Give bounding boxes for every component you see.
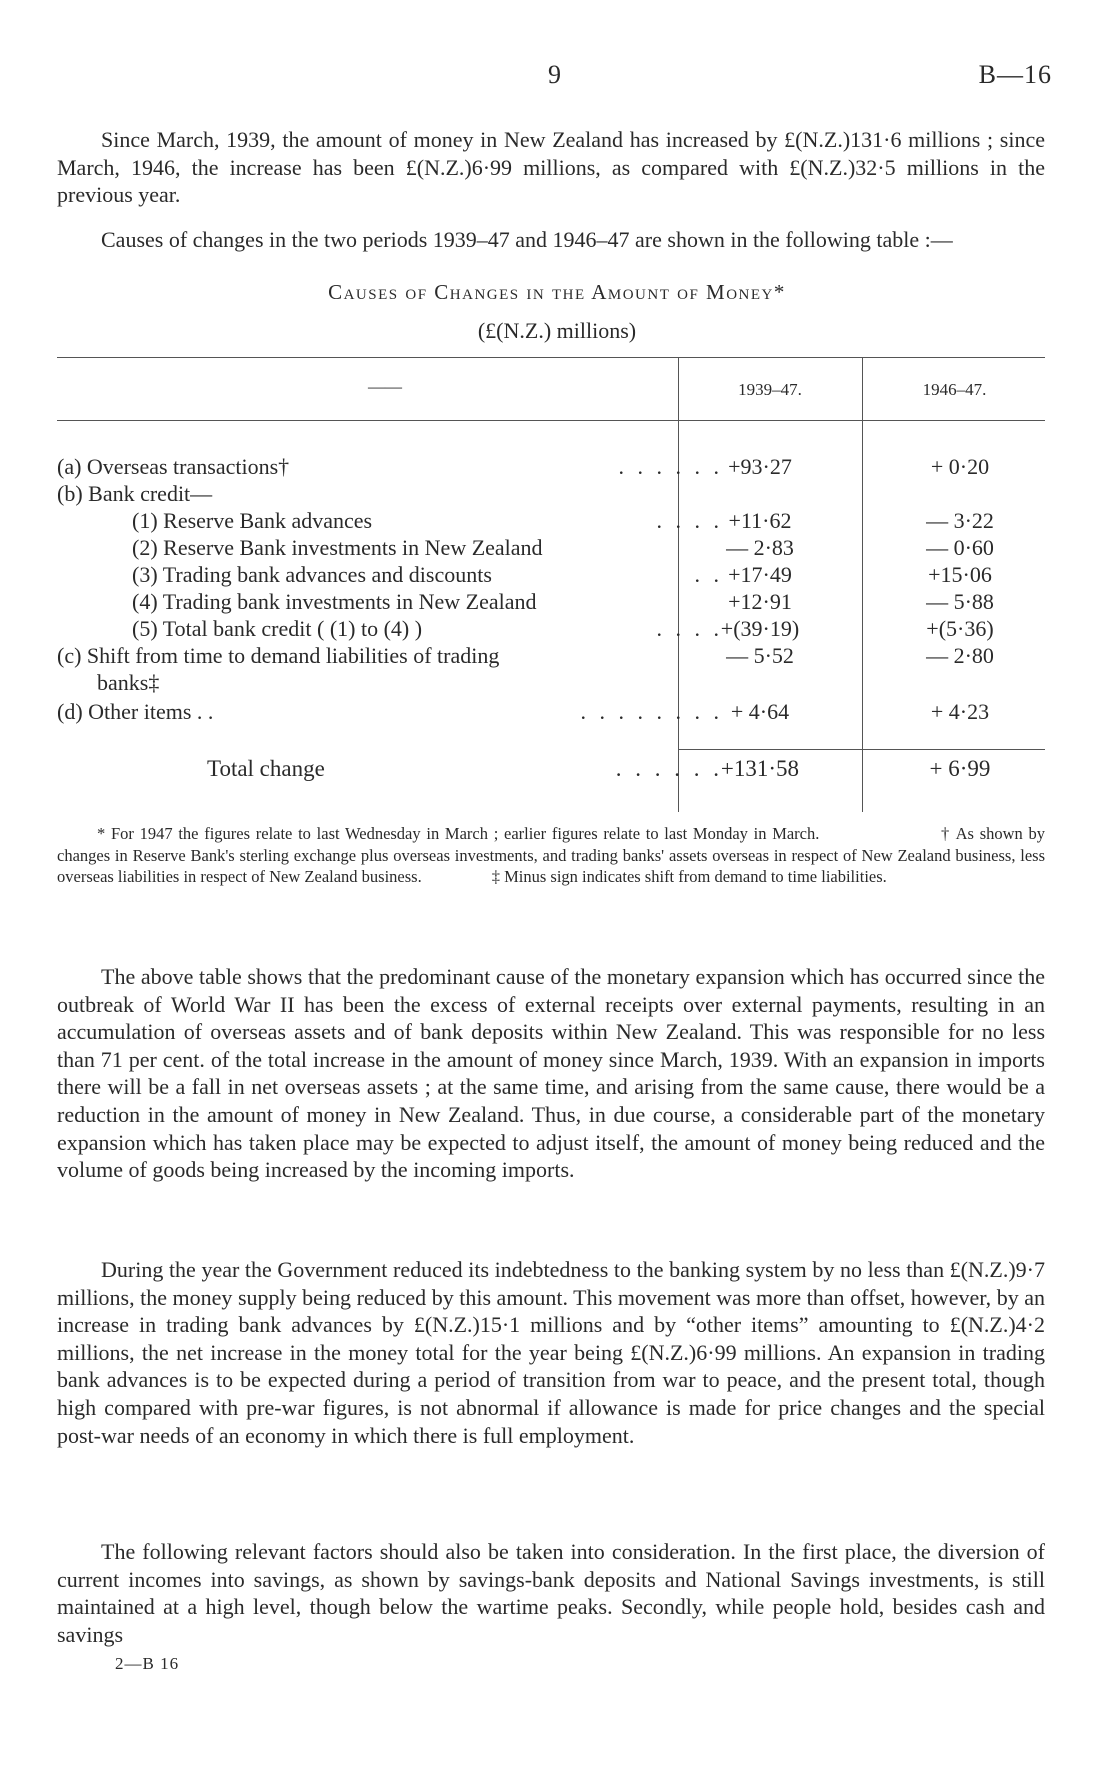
table-row bbox=[57, 589, 1045, 617]
table-title: Causes of Changes in the Amount of Money* bbox=[328, 280, 786, 304]
header-dash: —— bbox=[368, 377, 402, 396]
row-label: banks‡ bbox=[97, 670, 160, 695]
value-1946-47: — 5·88 bbox=[926, 589, 994, 614]
value-1946-47: + 0·20 bbox=[930, 454, 990, 479]
total-1939-47: +131·58 bbox=[720, 756, 800, 781]
row-label: (2) Reserve Bank investments in New Zealand bbox=[132, 535, 543, 560]
footer-reference: 2—B 16 bbox=[115, 1654, 180, 1673]
footnote-dagger: † As shown by changes in Reserve Bank's sterling exchange plus overseas investments, and trading banks' assets overseas in respect of New Zealand business, less overseas liabilities in respect of New Zealand business. bbox=[57, 824, 1046, 886]
value-1946-47: — 2·80 bbox=[926, 643, 994, 668]
table-row bbox=[57, 535, 1045, 563]
row-leader-dots: . . . . . . . . bbox=[580, 699, 723, 724]
column-header-1939-47: 1939–47. bbox=[738, 380, 802, 399]
row-leader-dots: . . . . bbox=[656, 508, 723, 533]
table-row bbox=[57, 699, 1045, 727]
table-row bbox=[57, 670, 1045, 698]
table-header-rule bbox=[57, 420, 1045, 421]
page-header bbox=[0, 60, 1114, 100]
table-row bbox=[57, 454, 1045, 482]
row-label: (b) Bank credit— bbox=[57, 481, 213, 506]
row-label: (1) Reserve Bank advances bbox=[132, 508, 373, 533]
table-footnotes bbox=[57, 823, 1045, 888]
total-row bbox=[57, 756, 1045, 784]
analysis-paragraph: The above table shows that the predominant cause of the monetary expansion which has occurred since the outbreak of World War II has been the excess of external receipts over external payments, resulting in an accumulation of overseas assets and of bank deposits within New Zealand. This was responsible for no less than 71 per cent. of the total increase in the amount of money since March, 1939. With an expansion in imports there will be a fall in net overseas assets ; at the same time, and arising from the same cause, there would be a reduction in the amount of money in New Zealand. Thus, in due course, a considerable part of the monetary expansion which has taken place may be expected to adjust itself, the amount of money being reduced and the volume of goods being increased by the incoming imports. bbox=[57, 964, 1045, 1183]
document-reference: B—16 bbox=[978, 60, 1052, 89]
table-unit: (£(N.Z.) millions) bbox=[477, 318, 637, 343]
table-row bbox=[57, 616, 1045, 644]
row-leader-dots: . . . . . . bbox=[618, 454, 723, 479]
value-1939-47: — 2·83 bbox=[726, 535, 794, 560]
table-row bbox=[57, 562, 1045, 590]
value-1946-47: — 3·22 bbox=[926, 508, 994, 533]
relevant-factors-paragraph: The following relevant factors should also be taken into consideration. In the first place, the diversion of current incomes into savings, as shown by savings-bank deposits and National Savings investments, is still maintained at a high level, though below the wartime peaks. Secondly, while people hold, besides cash and savings bbox=[57, 1539, 1045, 1647]
footnote-double-dagger: ‡ Minus sign indicates shift from demand to time liabilities. bbox=[491, 867, 887, 886]
table-top-rule bbox=[57, 357, 1045, 358]
row-label: (a) Overseas transactions† bbox=[57, 454, 290, 479]
footnote-star: * For 1947 the figures relate to last Wednesday in March ; earlier figures relate to last Monday in March. bbox=[97, 824, 820, 843]
total-1946-47: + 6·99 bbox=[929, 756, 991, 781]
value-1939-47: +12·91 bbox=[728, 589, 792, 614]
government-debt-paragraph: During the year the Government reduced its indebtedness to the banking system by no less than £(N.Z.)9·7 millions, the money supply being reduced by this amount. This movement was more than offset, however, by an increase in trading bank advances by £(N.Z.)15·1 millions and by “other items” amounting to £(N.Z.)4·2 millions, the net increase in the money total for the year being £(N.Z.)6·99 millions. An expansion in trading bank advances is to be expected during a period of transition from war to peace, and the present total, though high compared with pre-war figures, is not abnormal if allowance is made for price changes and the special post-war needs of an economy in which there is full employment. bbox=[57, 1257, 1045, 1448]
row-leader-dots: . . bbox=[694, 562, 723, 587]
column-header-1946-47: 1946–47. bbox=[922, 380, 987, 399]
value-1939-47: + 4·64 bbox=[730, 699, 790, 724]
row-leader-dots: . . . . bbox=[656, 616, 723, 641]
value-1946-47: — 0·60 bbox=[926, 535, 994, 560]
value-1946-47: +(5·36) bbox=[926, 616, 994, 641]
value-1939-47: +11·62 bbox=[728, 508, 792, 533]
value-1939-47: +17·49 bbox=[728, 562, 792, 587]
row-label: (5) Total bank credit ( (1) to (4) ) bbox=[132, 616, 423, 641]
table-row bbox=[57, 643, 1045, 671]
row-label: (3) Trading bank advances and discounts bbox=[132, 562, 492, 587]
total-label: Total change bbox=[207, 756, 325, 781]
value-1939-47: +93·27 bbox=[728, 454, 792, 479]
value-1939-47: — 5·52 bbox=[726, 643, 794, 668]
row-leader-dots: . . . . . . bbox=[615, 756, 723, 781]
row-label: (4) Trading bank investments in New Zealand bbox=[132, 589, 537, 614]
row-label: (c) Shift from time to demand liabilities of trading bbox=[57, 643, 500, 668]
table-row bbox=[57, 481, 1045, 509]
intro-paragraph: Since March, 1939, the amount of money in New Zealand has increased by £(N.Z.)131·6 millions ; since March, 1946, the increase has been £(N.Z.)6·99 millions, as compared with £(N.Z.)32·5 millions in the previous year. bbox=[57, 127, 1045, 208]
value-1946-47: +15·06 bbox=[928, 562, 992, 587]
value-1946-47: + 4·23 bbox=[930, 699, 990, 724]
page-number: 9 bbox=[548, 60, 561, 89]
table-intro-paragraph: Causes of changes in the two periods 1939–47 and 1946–47 are shown in the following table :— bbox=[101, 227, 953, 252]
row-label: (d) Other items . . bbox=[57, 699, 214, 724]
table-row bbox=[57, 508, 1045, 536]
value-1939-47: +(39·19) bbox=[720, 616, 800, 641]
